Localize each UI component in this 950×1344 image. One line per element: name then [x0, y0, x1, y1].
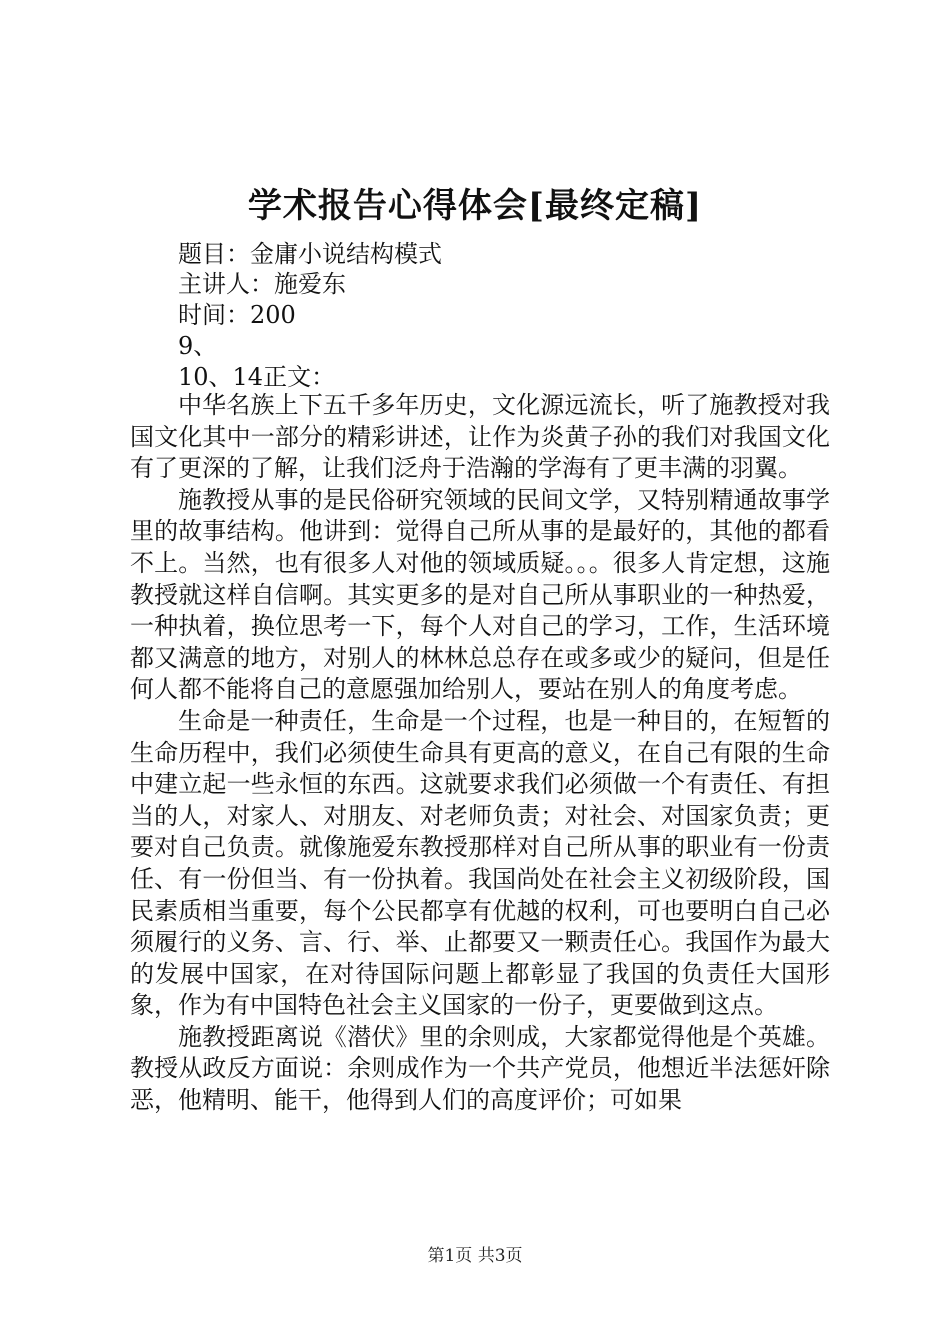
- document-title: 学术报告心得体会[最终定稿]: [247, 186, 703, 226]
- speaker-line: 主讲人：施爱东: [178, 270, 346, 298]
- page-footer: 第1页 共3页: [427, 1246, 523, 1266]
- topic-line: 题目：金庸小说结构模式: [178, 240, 442, 268]
- paragraph: 施教授从事的是民俗研究领域的民间文学，又特别精通故事学里的故事结构。他讲到：觉得自己所从事的是最好的，其他的都看不上。当然，也有很多人对他的领域质疑。。。很多人肯定想，这施教授就这样自信啊。其实更多的是对自己所从事职业的一种热爱，一种执着，换位思考一下，每个人对自己的学习，工作，生活环境都又满意的地方，对别人的林林总总存在或多或少的疑问，但是任何人都不能将自己的意愿强加给别人，要站在别人的角度考虑。: [130, 485, 830, 704]
- paragraph: 施教授距离说《潜伏》里的余则成，大家都觉得他是个英雄。教授从政反方面说：余则成作为一个共产党员，他想近半法惩奸除恶，他精明、能干，他得到人们的高度评价；可如果: [130, 1022, 830, 1115]
- paragraph: 中华名族上下五千多年历史，文化源远流长，听了施教授对我国文化其中一部分的精彩讲述，让作为炎黄子孙的我们对我国文化有了更深的了解，让我们泛舟于浩瀚的学海有了更丰满的羽翼。: [130, 391, 830, 483]
- date-line-2: 10、14正文：: [178, 363, 336, 391]
- date-line-1: 9、: [178, 332, 218, 360]
- paragraph: 生命是一种责任，生命是一个过程，也是一种目的，在短暂的生命历程中，我们必须使生命具有更高的意义，在自己有限的生命中建立起一些永恒的东西。这就要求我们必须做一个有责任、有担当的人，对家人、对朋友、对老师负责；对社会、对国家负责；更要对自己负责。就像施爱东教授那样对自己所从事的职业有一份责任、有一份但当、有一份执着。我国尚处在社会主义初级阶段，国民素质相当重要，每个公民都享有优越的权利，可也要明白自己必须履行的义务、言、行、举、止都要又一颗责任心。我国作为最大的发展中国家，在对待国际问题上都彰显了我国的负责任大国形象，作为有中国特色社会主义国家的一份子，更要做到这点。: [130, 706, 830, 1020]
- time-line: 时间：200: [178, 301, 296, 329]
- body-text: [130, 390, 830, 1117]
